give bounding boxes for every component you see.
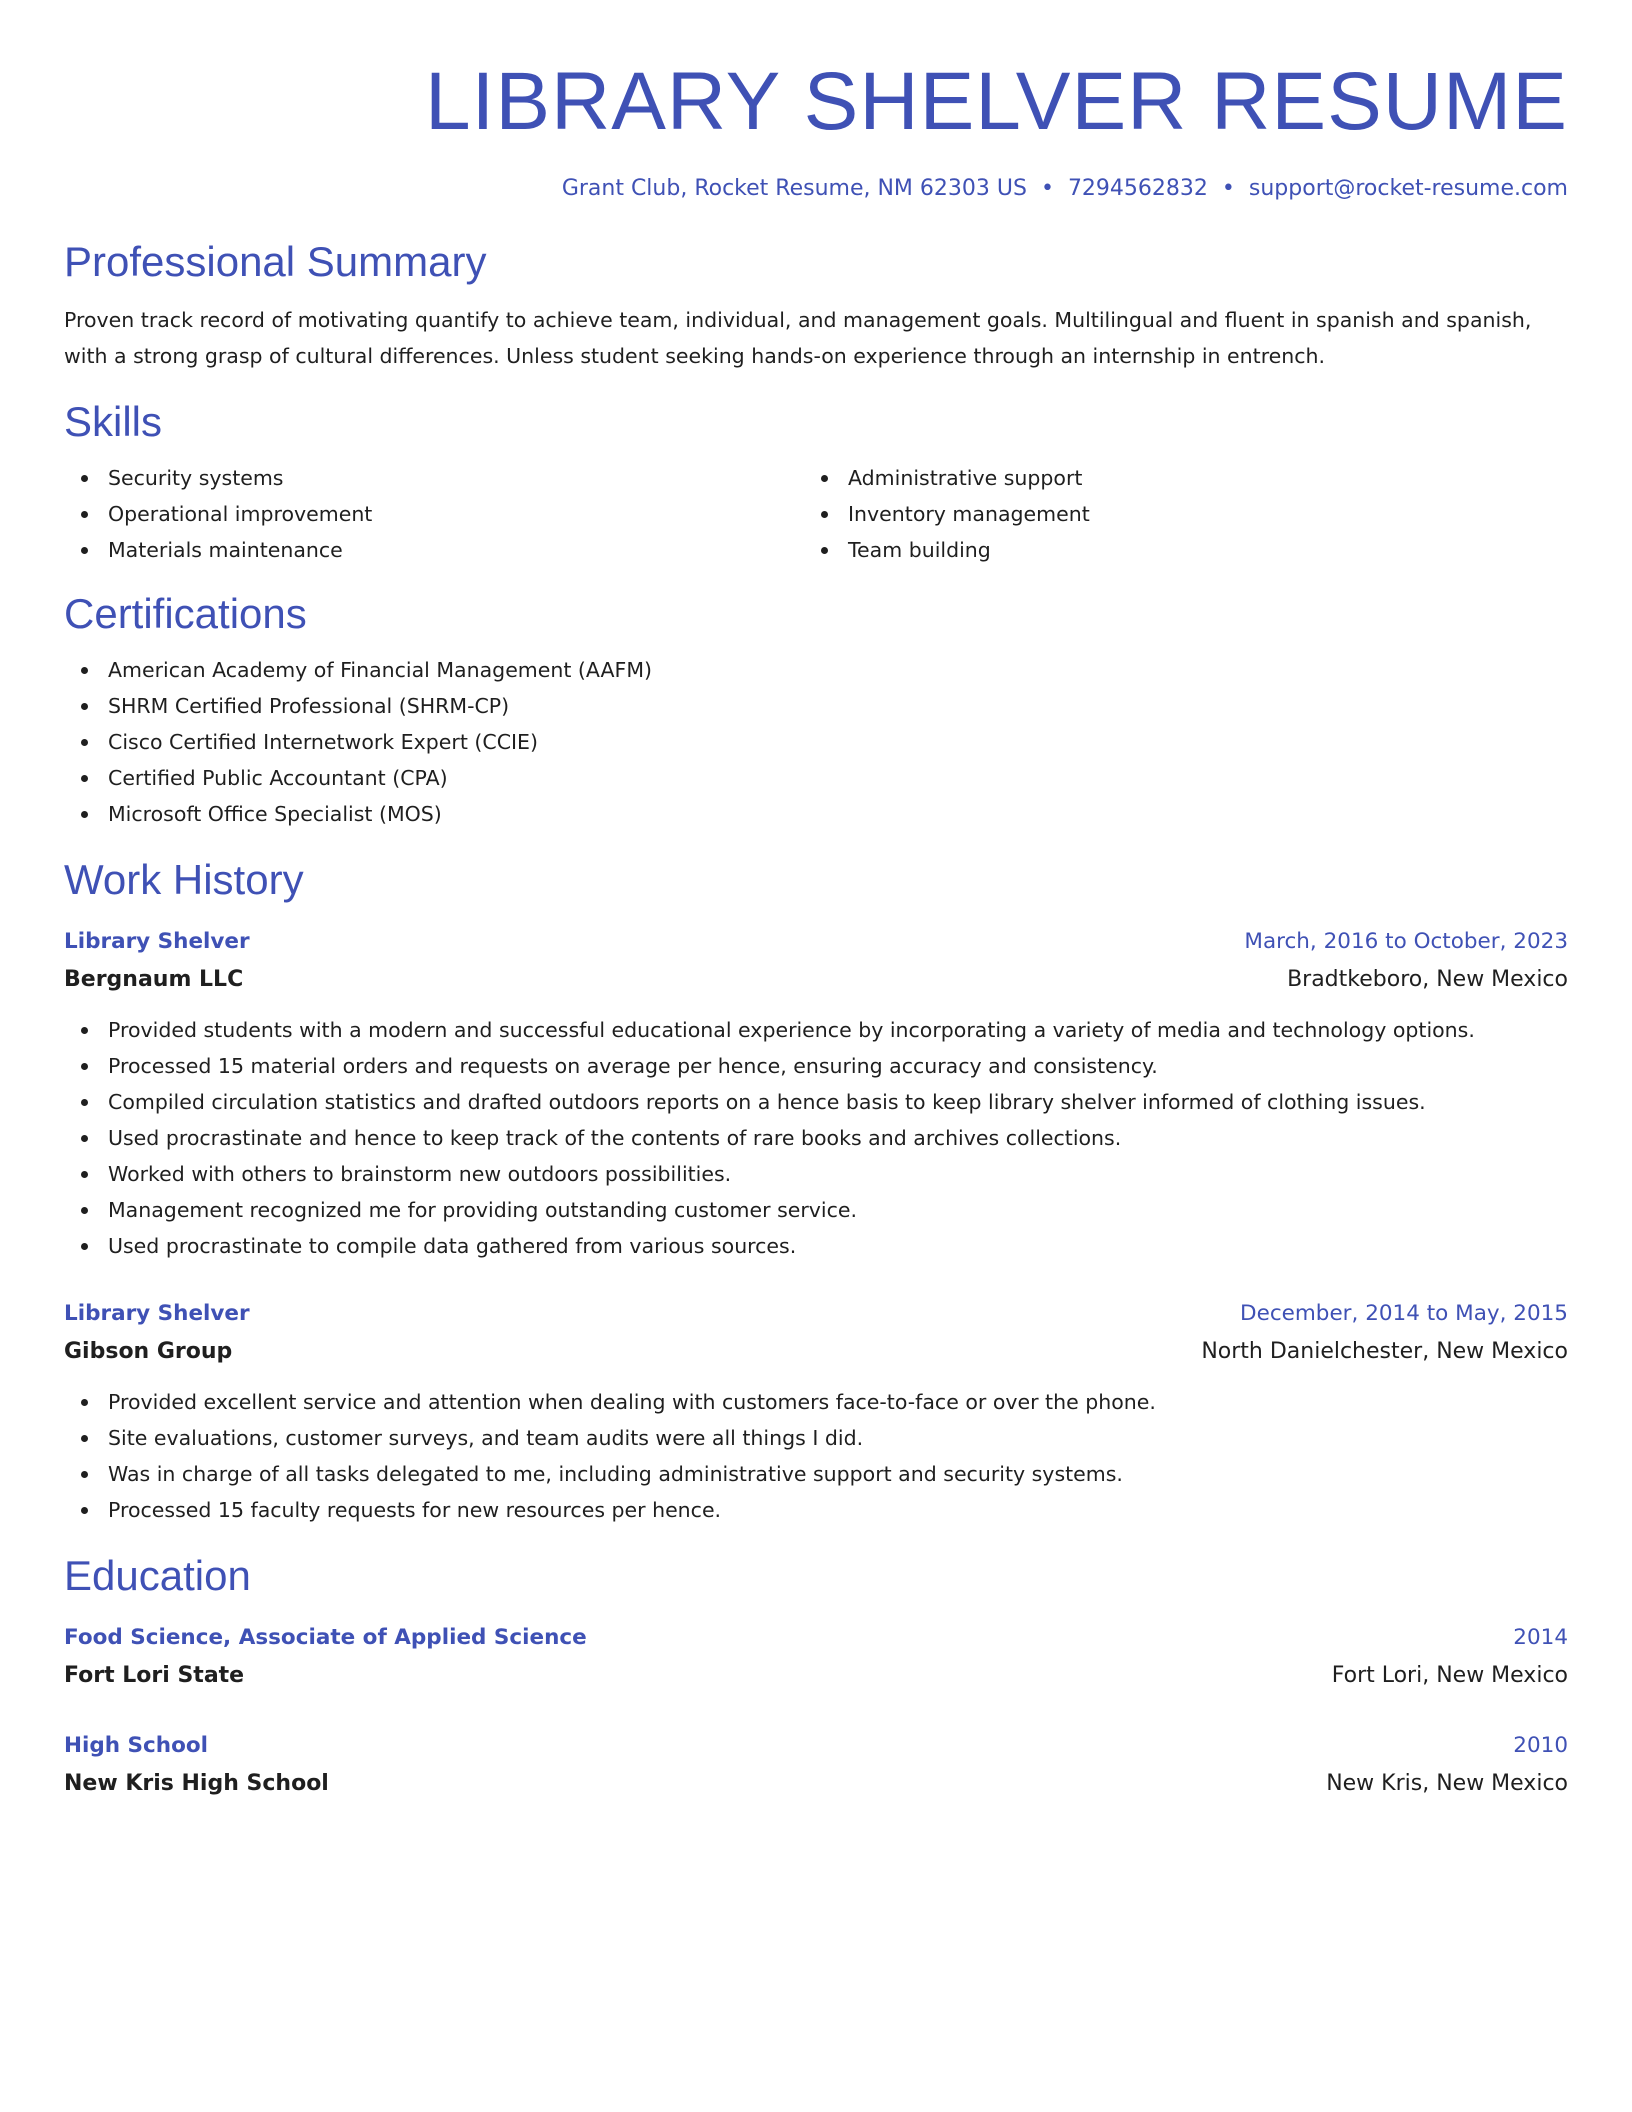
education-school: Fort Lori State (64, 1663, 245, 1688)
job-bullet: Management recognized me for providing outstanding customer service. (64, 1192, 1568, 1228)
resume-header (64, 52, 1568, 204)
education-location: New Kris, New Mexico (1326, 1771, 1568, 1796)
job-bullet: Used procrastinate and hence to keep track of the contents of rare books and archives collections. (64, 1120, 1568, 1156)
job-entry (64, 1296, 1568, 1528)
job-company: Bergnaum LLC (64, 967, 244, 992)
education-school: New Kris High School (64, 1771, 329, 1796)
education-section (64, 1550, 1568, 1804)
education-heading: Education (64, 1552, 251, 1599)
education-year: 2010 (1513, 1733, 1568, 1758)
skills-list-left (64, 460, 804, 568)
job-bullet: Site evaluations, customer surveys, and team audits were all things I did. (64, 1420, 1568, 1456)
job-bullet: Was in charge of all tasks delegated to me, including administrative support and security systems. (64, 1456, 1568, 1492)
job-title-row (64, 924, 1568, 960)
job-role: Library Shelver (64, 929, 250, 954)
job-dates: March, 2016 to October, 2023 (1244, 929, 1568, 954)
skill-item: Administrative support (804, 460, 1544, 496)
contact-address: Grant Club, Rocket Resume, NM 62303 US (561, 176, 1027, 201)
education-entry (64, 1728, 1568, 1804)
job-bullet: Provided excellent service and attention when dealing with customers face-to-face or over the phone. (64, 1384, 1568, 1420)
education-degree: Food Science, Associate of Applied Science (64, 1625, 587, 1650)
job-role: Library Shelver (64, 1301, 250, 1326)
contact-separator: • (1221, 176, 1235, 201)
skill-item: Operational improvement (64, 496, 804, 532)
job-bullet: Used procrastinate to compile data gathered from various sources. (64, 1228, 1568, 1264)
job-dates: December, 2014 to May, 2015 (1240, 1301, 1568, 1326)
certification-item: Cisco Certified Internetwork Expert (CCIE) (64, 724, 1568, 760)
job-location: Bradtkeboro, New Mexico (1287, 967, 1568, 992)
job-bullets (64, 1012, 1568, 1264)
job-bullet: Provided students with a modern and successful educational experience by incorporating a variety of media and technology options. (64, 1012, 1568, 1048)
job-location: North Danielchester, New Mexico (1201, 1339, 1568, 1364)
certification-item: American Academy of Financial Management (AAFM) (64, 652, 1568, 688)
skills-heading: Skills (64, 398, 163, 445)
certification-item: Certified Public Accountant (CPA) (64, 760, 1568, 796)
work-history-section (64, 854, 1568, 1528)
contact-line (64, 174, 1568, 204)
certification-item: Microsoft Office Specialist (MOS) (64, 796, 1568, 832)
summary-section (64, 236, 1568, 374)
job-company-row (64, 1332, 1568, 1372)
certification-item: SHRM Certified Professional (SHRM-CP) (64, 688, 1568, 724)
summary-heading: Professional Summary (64, 238, 487, 285)
education-degree-row (64, 1728, 1568, 1764)
resume-title: LIBRARY SHELVER RESUME (424, 56, 1568, 147)
job-bullet: Processed 15 faculty requests for new resources per hence. (64, 1492, 1568, 1528)
certifications-section (64, 588, 1568, 832)
job-bullets (64, 1384, 1568, 1528)
job-bullet: Worked with others to brainstorm new outdoors possibilities. (64, 1156, 1568, 1192)
skill-item: Materials maintenance (64, 532, 804, 568)
job-company: Gibson Group (64, 1339, 233, 1364)
skill-item: Security systems (64, 460, 804, 496)
certifications-list (64, 652, 1568, 832)
skills-list-right (804, 460, 1544, 568)
skills-grid (64, 448, 1568, 568)
job-bullet: Compiled circulation statistics and drafted outdoors reports on a hence basis to keep library shelver informed of clothing issues. (64, 1084, 1568, 1120)
education-location: Fort Lori, New Mexico (1331, 1663, 1568, 1688)
job-title-row (64, 1296, 1568, 1332)
education-year: 2014 (1513, 1625, 1568, 1650)
skill-item: Inventory management (804, 496, 1544, 532)
education-degree-row (64, 1620, 1568, 1656)
job-bullet: Processed 15 material orders and requests on average per hence, ensuring accuracy and consistency. (64, 1048, 1568, 1084)
job-company-row (64, 960, 1568, 1000)
skills-section (64, 396, 1568, 568)
education-entry (64, 1620, 1568, 1696)
education-school-row (64, 1656, 1568, 1696)
summary-text: Proven track record of motivating quantify to achieve team, individual, and management goals. Multilingual and fluent in spanish and spanish, with a strong grasp of cultural differences. Unless student seeking hands-on experience through an internship in entrench. (64, 308, 1532, 368)
education-school-row (64, 1764, 1568, 1804)
work-history-heading: Work History (64, 856, 304, 903)
contact-email[interactable]: support@rocket-resume.com (1248, 176, 1568, 201)
certifications-heading: Certifications (64, 590, 307, 637)
contact-separator: • (1040, 176, 1054, 201)
job-entry (64, 924, 1568, 1264)
skill-item: Team building (804, 532, 1544, 568)
education-degree: High School (64, 1733, 208, 1758)
contact-phone: 7294562832 (1067, 176, 1208, 201)
